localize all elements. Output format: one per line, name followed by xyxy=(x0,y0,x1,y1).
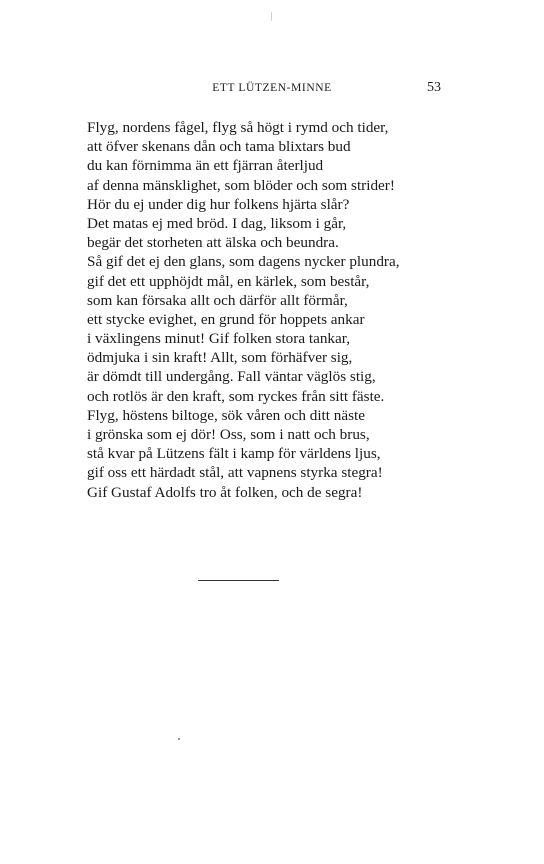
scan-speck xyxy=(178,738,180,740)
poem-line: är dömdt till undergång. Fall väntar väglös stig, xyxy=(87,368,376,386)
poem-line: som kan försaka allt och därför allt förmår, xyxy=(87,291,348,309)
poem-line: i växlingens minut! Gif folken stora tankar, xyxy=(87,330,350,348)
end-rule xyxy=(198,580,279,581)
poem-line: och rotlös är den kraft, som ryckes från sitt fäste. xyxy=(87,387,385,405)
poem-line: begär det storheten att älska och beundra. xyxy=(87,234,339,252)
page-number: 53 xyxy=(427,80,441,95)
poem-line: att öfver skenans dån och tama blixtars bud xyxy=(87,138,351,156)
poem-line: Flyg, nordens fågel, flyg så högt i rymd och tider, xyxy=(87,119,389,136)
poem-line: gif oss ett härdadt stål, att vapnens styrka stegra! xyxy=(87,464,383,482)
poem-line: ödmjuka i sin kraft! Allt, som förhäfver sig, xyxy=(87,349,353,367)
poem-line: Hör du ej under dig hur folkens hjärta slår? xyxy=(87,195,350,213)
scan-speck xyxy=(271,12,272,21)
poem-line: ett stycke evighet, en grund för hoppets ankar xyxy=(87,310,365,328)
poem-line: stå kvar på Lützens fält i kamp för världens ljus, xyxy=(87,445,381,463)
poem-line: Så gif det ej den glans, som dagens nycker plundra, xyxy=(87,253,400,271)
poem-line: Det matas ej med bröd. I dag, liksom i går, xyxy=(87,214,347,232)
page-header xyxy=(0,80,544,100)
poem-line: gif det ett upphöjdt mål, en kärlek, som består, xyxy=(87,272,370,290)
poem-line: i grönska som ej dör! Oss, som i natt och brus, xyxy=(87,426,370,443)
poem-line: Gif Gustaf Adolfs tro åt folken, och de segra! xyxy=(87,483,363,501)
poem-line: Flyg, höstens biltoge, sök våren och ditt näste xyxy=(87,406,365,424)
poem-line: af denna mänsklighet, som blöder och som strider! xyxy=(87,176,395,194)
poem-line: du kan förnimma än ett fjärran återljud xyxy=(87,157,324,175)
running-title: ETT LÜTZEN-MINNE xyxy=(212,82,332,94)
poem-text xyxy=(87,118,467,502)
